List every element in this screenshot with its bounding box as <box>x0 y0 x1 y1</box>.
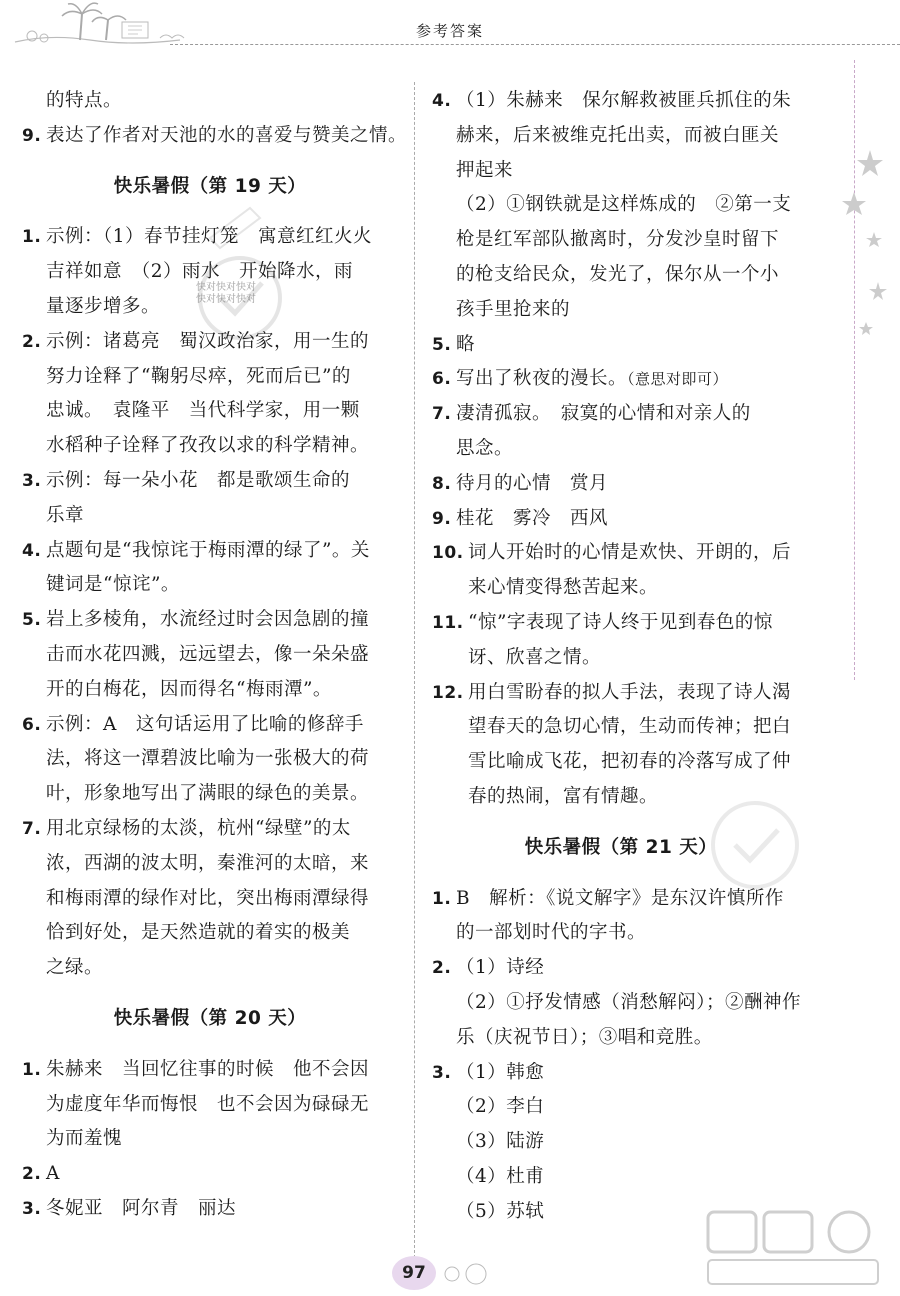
bubbles-decoration-icon <box>440 1262 500 1286</box>
answer-continuation: 来心情变得愁苦起来。 <box>468 577 659 599</box>
answer-item <box>432 676 810 711</box>
answer-item <box>432 536 810 571</box>
answer-text: 略 <box>456 333 476 355</box>
answer-item <box>432 467 810 502</box>
answer-text: 示例：诸葛亮 蜀汉政治家，用一生的 <box>46 330 370 352</box>
answer-number: 1. <box>432 888 452 909</box>
watermark-text: 快对快对快对 快对快对快对 <box>196 282 256 305</box>
answer-continuation: 押起来 <box>456 159 514 181</box>
answer-item <box>22 708 398 743</box>
answer-item <box>22 325 398 360</box>
answer-continuation: 开的白梅花，因而得名“梅雨潭”。 <box>46 678 332 700</box>
answer-number: 6. <box>22 714 42 735</box>
answer-text: 朱赫来 当回忆往事的时候 他不会因 <box>46 1058 370 1080</box>
answer-item <box>432 502 810 537</box>
left-column <box>22 84 408 1227</box>
answer-continuation: 的特点。 <box>46 90 123 111</box>
answer-continuation: 雪比喻成飞花，把初春的冷落写成了仲 <box>468 751 792 773</box>
answer-item <box>22 1157 398 1192</box>
answer-item <box>432 328 810 363</box>
answer-item <box>432 84 810 119</box>
answer-item <box>432 397 810 432</box>
column-divider <box>414 82 415 1258</box>
stars-decoration-icon <box>808 140 888 360</box>
answer-number: 9. <box>22 125 42 146</box>
answer-text: 凄清孤寂。 寂寞的心情和对亲人的 <box>456 403 751 425</box>
answer-text: 用白雪盼春的拟人手法，表现了诗人渴 <box>468 681 792 703</box>
right-column <box>432 84 810 1230</box>
answer-continuation: 和梅雨潭的绿作对比，突出梅雨潭绿得 <box>46 887 370 909</box>
answer-item <box>432 1056 810 1091</box>
answer-number: 8. <box>432 473 452 494</box>
section-heading: 快乐暑假（第 21 天） <box>524 836 718 858</box>
answer-continuation: （3）陆游 <box>456 1131 545 1153</box>
answer-text: （1）朱赫来 保尔解救被匪兵抓住的朱 <box>456 90 792 111</box>
answer-item <box>432 882 810 917</box>
answer-continuation: （2）①抒发情感（消愁解闷）；②酬神作 <box>456 991 802 1013</box>
answer-number: 1. <box>22 1059 42 1080</box>
answer-continuation: 叶，形象地写出了满眼的绿色的美景。 <box>46 783 370 805</box>
answer-continuation: 量逐步增多。 <box>46 295 161 317</box>
answer-continuation: 为虚度年华而悔恨 也不会因为碌碌无 <box>46 1093 370 1115</box>
answer-text: B 解析：《说文解字》是东汉许慎所作 <box>456 887 784 909</box>
answer-text: 表达了作者对天池的水的喜爱与赞美之情。 <box>46 124 408 146</box>
answer-item <box>22 1053 398 1088</box>
answer-continuation: 孩手里抢来的 <box>456 298 571 320</box>
answer-item <box>22 1192 398 1227</box>
answer-number: 6. <box>432 369 452 390</box>
answer-item <box>22 603 398 638</box>
answer-continuation: 之绿。 <box>46 957 104 979</box>
answer-continuation: 击而水花四溅，远远望去，像一朵朵盛 <box>46 643 370 665</box>
answer-continuation: （2）①钢铁就是这样炼成的 ②第一支 <box>456 194 792 216</box>
answer-text: 示例：每一朵小花 都是歌颂生命的 <box>46 469 351 491</box>
answer-text: （1）诗经 <box>456 957 545 979</box>
answer-text: 待月的心情 赏月 <box>456 472 609 494</box>
corner-watermark-icon <box>704 1208 884 1288</box>
answer-continuation: （4）杜甫 <box>456 1165 545 1187</box>
answer-item <box>432 951 810 986</box>
answer-continuation: 努力诠释了“鞠躬尽瘁，死而后已”的 <box>46 365 351 387</box>
answer-text: 词人开始时的心情是欢快、开朗的，后 <box>468 542 792 564</box>
answer-continuation: 吉祥如意 （2）雨水 开始降水，雨 <box>46 261 354 283</box>
answer-number: 7. <box>22 818 42 839</box>
answer-number: 9. <box>432 508 452 529</box>
answer-number: 2. <box>432 958 452 979</box>
answer-number: 1. <box>22 227 42 248</box>
answer-number: 12. <box>432 682 464 703</box>
answer-number: 4. <box>22 540 42 561</box>
answer-number: 10. <box>432 543 464 564</box>
answer-text: A <box>46 1163 60 1185</box>
answer-text: 用北京绿杨的太淡，杭州“绿壁”的太 <box>46 817 351 839</box>
answer-number: 2. <box>22 331 42 352</box>
answer-text: 岩上多棱角，水流经过时会因急剧的撞 <box>46 609 370 631</box>
answer-item <box>22 812 398 847</box>
answer-text: “惊”字表现了诗人终于见到春色的惊 <box>468 611 773 633</box>
answer-text: 示例：（1）春节挂灯笼 寓意红红火火 <box>46 226 373 248</box>
header-divider <box>170 44 900 45</box>
answer-continuation: 枪是红军部队撤离时，分发沙皇时留下 <box>456 229 780 251</box>
answer-item <box>432 362 810 397</box>
answer-item <box>22 534 398 569</box>
answer-text: 示例：A 这句话运用了比喻的修辞手 <box>46 713 364 735</box>
section-heading: 快乐暑假（第 20 天） <box>113 1007 307 1029</box>
page-number: 97 <box>392 1256 436 1290</box>
answer-number: 5. <box>22 610 42 631</box>
answer-text: （1）韩愈 <box>456 1061 545 1083</box>
answer-continuation: 望春天的急切心情，生动而传神；把白 <box>468 716 792 738</box>
answer-item <box>22 220 398 255</box>
answer-continuation: （2）李白 <box>456 1096 545 1118</box>
answer-continuation: 思念。 <box>456 437 514 459</box>
answer-continuation: 键词是“惊诧”。 <box>46 574 180 596</box>
answer-text: 写出了秋夜的漫长。 <box>456 368 628 390</box>
answer-number: 7. <box>432 404 452 425</box>
answer-number: 11. <box>432 612 464 633</box>
answer-continuation: （5）苏轼 <box>456 1200 545 1222</box>
answer-number: 4. <box>432 91 452 111</box>
answer-continuation: 乐（庆祝节日）；③唱和竞胜。 <box>456 1026 713 1048</box>
answer-continuation: 春的热闹，富有情趣。 <box>468 785 659 807</box>
section-heading: 快乐暑假（第 19 天） <box>113 175 307 197</box>
answer-number: 5. <box>432 334 452 355</box>
answer-item <box>22 464 398 499</box>
answer-continuation: 浓，西湖的波太明，秦淮河的太暗，来 <box>46 852 370 874</box>
answer-number: 3. <box>22 1198 42 1219</box>
answer-item <box>22 119 408 154</box>
answer-continuation: 法，将这一潭碧波比喻为一张极大的荷 <box>46 748 370 770</box>
answer-number: 3. <box>22 470 42 491</box>
answer-continuation: 的枪支给民众，发光了，保尔从一个小 <box>456 263 780 285</box>
answer-item <box>432 606 810 641</box>
answer-continuation: 赫来，后来被维克托出卖，而被白匪关 <box>456 124 780 146</box>
answer-text: 冬妮亚 阿尔青 丽达 <box>46 1197 237 1219</box>
answer-number: 2. <box>22 1164 42 1185</box>
answer-continuation: 恰到好处，是天然造就的着实的极美 <box>46 922 351 944</box>
answer-continuation: 为而羞愧 <box>46 1128 123 1150</box>
answer-text: 桂花 雾冷 西风 <box>456 507 609 529</box>
answer-continuation: 水稻种子诠释了孜孜以求的科学精神。 <box>46 435 370 457</box>
header-title: 参考答案 <box>415 22 484 40</box>
answer-continuation: 乐章 <box>46 504 85 526</box>
answer-number: 3. <box>432 1062 452 1083</box>
page-header <box>0 0 900 60</box>
answer-continuation: 的一部划时代的字书。 <box>456 922 647 944</box>
answer-note: （意思对即可） <box>627 370 729 389</box>
answer-continuation: 讶、欣喜之情。 <box>468 646 602 668</box>
answer-continuation: 忠诚。 袁隆平 当代科学家，用一颗 <box>46 400 360 422</box>
answer-text: 点题句是“我惊诧于梅雨潭的绿了”。关 <box>46 539 370 561</box>
